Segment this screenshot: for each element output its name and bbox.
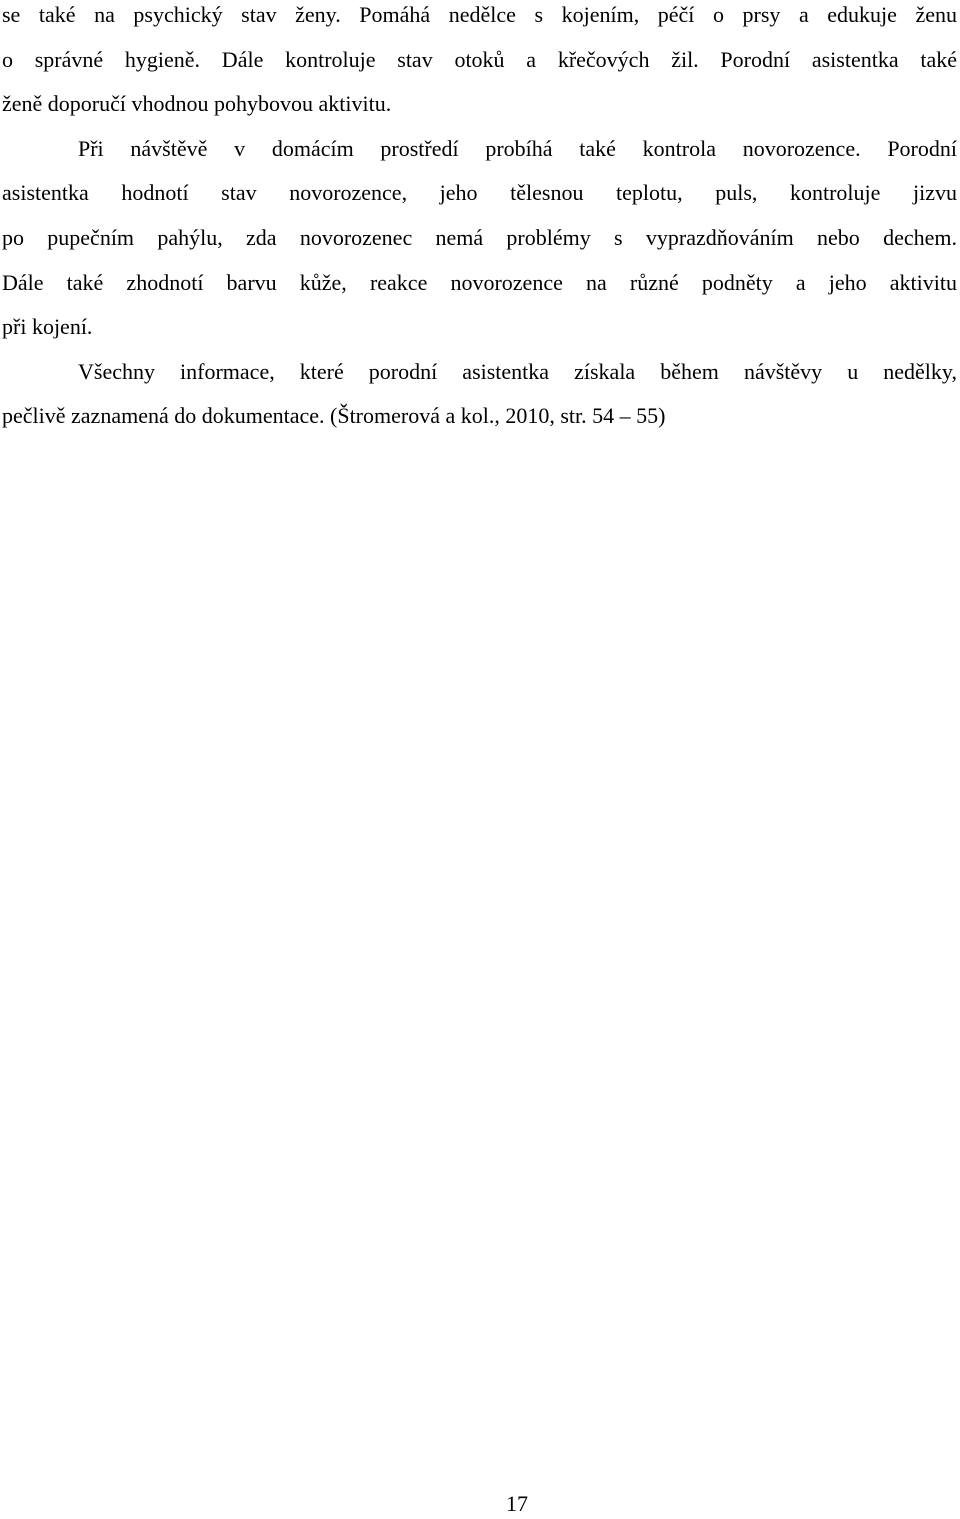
paragraph-3 <box>2 350 957 439</box>
text-line: pečlivě zaznamená do dokumentace. (Štromerová a kol., 2010, str. 54 – 55) <box>2 403 666 429</box>
text-line: Při návštěvě v domácím prostředí probíhá také kontrola novorozence. Porodní <box>78 135 957 161</box>
page-number: 17 <box>506 1491 528 1516</box>
text-line: asistentka hodnotí stav novorozence, jeho tělesnou teplotu, puls, kontroluje jizvu <box>2 180 957 206</box>
text-line: Dále také zhodnotí barvu kůže, reakce novorozence na různé podněty a jeho aktivitu <box>2 269 957 295</box>
text-line: o správné hygieně. Dále kontroluje stav otoků a křečových žil. Porodní asistentka také <box>2 46 957 72</box>
body-text <box>2 0 957 439</box>
text-line: Všechny informace, které porodní asistentka získala během návštěvy u nedělky, <box>78 358 957 384</box>
paragraph-1 <box>2 0 957 127</box>
text-line: se také na psychický stav ženy. Pomáhá nedělce s kojením, péčí o prsy a edukuje ženu <box>2 2 957 27</box>
paragraph-2 <box>2 127 957 350</box>
text-line: při kojení. <box>2 314 93 340</box>
text-line: po pupečním pahýlu, zda novorozenec nemá problémy s vyprazdňováním nebo dechem. <box>2 224 957 250</box>
text-line: ženě doporučí vhodnou pohybovou aktivitu. <box>2 91 392 117</box>
